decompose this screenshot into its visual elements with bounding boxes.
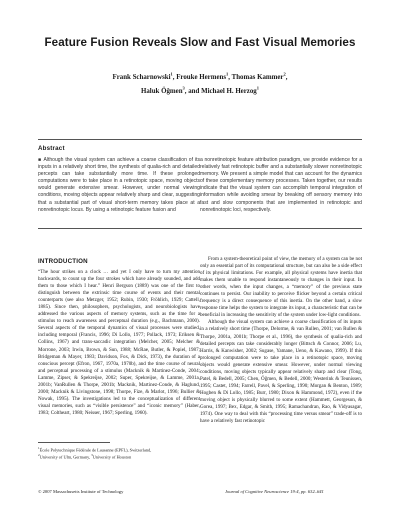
- author-affiliations: $^1$École Polytechnique Fédérale de Lausanne (EPFL), Switzerland, $^2$University of Ulm, Germany, $^3$University of Houston: [38, 446, 152, 460]
- author-list: [40, 70, 360, 97]
- intro-left-column: “The hour strikes on a clock … and yet I only have to turn my attention backwards, to count up the four strokes which have already sounded, and add them to those which I hear.” Henri Bergson (1889) was one of the first to distinguish between the extrinsic time course of events and their mental counterparts (see also Metzger, 1952; Rubin, 1930; Fröhlich, 1929; Cattell, 1885). Since then, philosophers, psychologists, and neurobiologists have addressed the various aspects of memory systems, such as the time for a stimulus to reach awareness and perceptual duration (e.g., Bachmann, 2000). Several aspects of the temporal dynamics of visual processes were studied, including temporal (Francis, 1996; Di Lollo, 1977; Pollack, 1973; Eriksen & Collins, 1967) and trans-saccadic integration (Melcher, 2005; Melcher & Morrone, 2003; Irwin, Brown, & Sun, 1988; McRae, Butler, & Popiel, 1987; Bridgeman & Mayer, 1983; Davidson, Fox, & Dick, 1973), the duration of a conscious percept (Efron, 1967, 1970a, 1970b), and the time course of neural and perceptual processing of a stimulus (Macknik & Martinez-Conde, 2004; Lamme, Zipser, & Spekreijse, 2002; Super, Spekreijse, & Lamme, 2001a, 2001b; VanRullen & Thorpe, 2001b; Macknik, Martinez-Conde, & Haglund, 2000; Macknik & Livingstone, 1998; Thorpe, Fize, & Marlot, 1996; Bullier & Nowak, 1995). The investigations led to the conceptualization of different visual memories, such as “visible persistence” and “iconic memory” (Haber, 1983; Coltheart, 1980; Neisser, 1967; Sperling, 1960).: [38, 269, 200, 416]
- abstract-top-rule: [38, 139, 362, 140]
- abstract-bottom-rule: [38, 228, 362, 229]
- author: Frank Scharnowski$^1$,: [112, 72, 177, 82]
- intro-right-column: From a system-theoretical point of view, the memory of a system can be not only an essential part of its computational structure, but can also be a side effect of its physical limitations. For example, all physical systems have inertia that makes them unable to respond instantaneously to changes in their input. In other words, when the input changes, a “memory” of the previous state continues to persist. Our inability to perceive flicker beyond a certain critical frequency is a direct consequence of this inertia. On the other hand, a slow response time helps the system to integrate its input, a characteristic that can be beneficial in increasing the sensitivity of the system under low-light conditions. Although the visual system can achieve a coarse classification of its inputs in a relatively short time (Thorpe, Delorme, & van Rullen, 2001; van Rullen & Thorpe, 2001a, 2001b; Thorpe et al., 1996), the synthesis of qualia-rich and detailed percepts can take considerably longer (Bittsch & Connor, 2006; Lu, Harris, & Kanwisher, 2002; Sugase, Yamane, Ueno, & Kawano, 1999). If this prolonged computation were to take place in a retinotopic space, moving objects would generate extensive smear. However, under normal viewing conditions, moving objects typically appear relatively sharp and clear (Tong, Patel, & Bedell, 2005; Chen, Öğmen, & Bedell, 2000; Westerink & Teunissen, 1995; Castet, 1994; Farrell, Pavel, & Sperling, 1990; Morgan & Benton, 1989; Hogben & Di Lollo, 1985; Burr, 1980; Dixon & Hammond, 1972), even if the moving object is physically blurred to some extent (Hammett, Georgeson, & Gorea, 1997; Bex, Edgar, & Smith, 1995; Ramachandran, Rao, & Vidyasagar, 1974). One way to deal with this “processing time versus smear” trade-off is to have a relatively fast retinotopic: [200, 256, 362, 425]
- journal-citation: Journal of Cognitive Neuroscience 19:4, pp. 632–641: [225, 489, 324, 494]
- copyright-notice: © 2007 Massachusetts Institute of Technology: [38, 489, 124, 494]
- author: Haluk Öğmen$^3$,: [140, 85, 189, 95]
- abstract-right: a nonretinotopic feature attribution paradigm, we provide evidence for a relatively fast retinotopic buffer and a substantially slower nonretinotopic memory. We present a simple model that can account for the dynamics of these complementary memory processes. Taken together, our results indicate that the visual system can accomplish temporal integration of information while avoiding smear by breaking off sensory memory into fast and slow components that are implemented in retinotopic and nonretinotopic loci, respectively.: [200, 157, 362, 213]
- author: and Michael H. Herzog$^1$: [188, 85, 259, 95]
- footnote-rule: [38, 442, 110, 443]
- author: Thomas Kammer$^2$,: [231, 72, 288, 82]
- paper-title: Feature Fusion Reveals Slow and Fast Visual Memories: [44, 36, 356, 49]
- abstract-left: ■ Although the visual system can achieve a coarse classification of its inputs in a relatively short time, the synthesis of qualia-rich and detailed percepts can take substantially more time. If these prolonged computations were to take place in a retinotopic space, moving objects would generate extensive smear. However, under normal viewing conditions, moving objects appear relatively sharp and clear, suggesting that a substantial part of visual short-term memory takes place at a nonretinotopic locus. By using a retinotopic feature fusion and: [38, 157, 200, 213]
- abstract-heading: Abstract: [38, 145, 65, 152]
- bullet-icon: ■: [38, 157, 44, 163]
- author: Frouke Hermens$^1$,: [176, 72, 232, 82]
- intro-heading: INTRODUCTION: [38, 258, 88, 265]
